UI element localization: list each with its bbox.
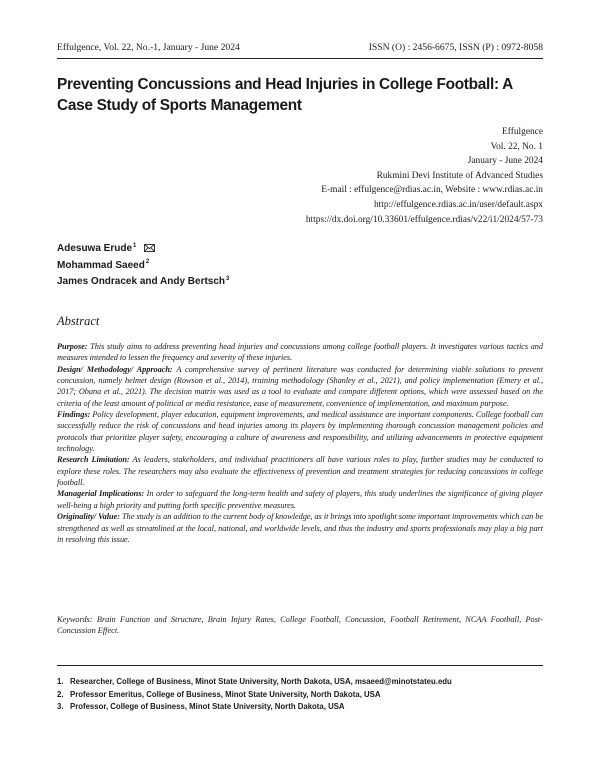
author-1 [57,241,229,258]
footnote-text: Professor, College of Business, Minot State University, North Dakota, USA [70,702,345,712]
journal-doi: https://dx.doi.org/10.33601/effulgence.rdias/v22/i1/2024/57-73 [305,214,543,225]
journal-contact: E-mail : effulgence@rdias.ac.in, Website : www.rdias.ac.in [321,185,543,196]
abstract-section-text: Policy development, player education, equipment improvements, and medical assistance are important components. College football can successfully reduce the risk of concussions and head injuries among its players by implementing thorough concussion management policies and protocols that prioritize player safety, encouraging a culture of awareness and responsibility, and utilizing advancements in protective equipment technology. [57,410,543,454]
abstract-section-label: Managerial Implications: [57,489,145,499]
footnote-item [57,689,543,702]
footnote-text: Researcher, College of Business, Minot State University, North Dakota, USA, msaeed@minotstateu.edu [70,677,452,686]
abstract-section-text: In order to safeguard the long-term health and safety of players, this study underlines the significance of giving player well-being a high priority and putting forth specific preventive measures. [57,489,543,510]
footnote-number: 3. [57,702,64,712]
abstract-originality [57,511,543,545]
journal-date: January - June 2024 [467,156,543,167]
author-name: James Ondracek and Andy Bertsch [57,276,226,287]
journal-url: http://effulgence.rdias.ac.in/user/default.aspx [373,199,543,210]
footnote-divider [57,665,543,666]
abstract-section-label: Originality/ Value: [57,512,120,522]
journal-institute: Rukmini Devi Institute of Advanced Studies [376,170,543,181]
footnotes [57,676,543,714]
abstract-methodology [57,364,543,409]
author-affiliation-mark: 1 [133,242,137,249]
abstract-heading: Abstract [57,314,100,328]
envelope-icon [144,244,155,252]
author-list [57,241,229,291]
footnote-number: 1. [57,677,64,686]
abstract-section-text: A comprehensive survey of pertinent literature was conducted for determining viable solutions to prevent concussion, namely helmet design (Rowson et al., 2014), training methodology (Shanley et al., 2021), and policy implementation (Emery et al., 2017; Obana et al., 2021). The decision matrix was used as a tool to evaluate and compare different options, which were assessed based on the criteria of the least amount of political or media resistance, ease of measurement, convenience of implementation, and maximum purpose. [57,364,543,408]
abstract-section-text: As leaders, stakeholders, and individual practitioners all have various roles to play, further studies may be conducted to explore these roles. The researchers may also evaluate the effectiveness of prevention and treatment strategies for reducing concussions in college football. [57,455,543,488]
author-affiliation-mark: 2 [145,259,150,266]
author-3 [57,274,229,291]
keywords-label: Keywords: [57,615,93,624]
abstract-managerial-implications [57,488,543,511]
abstract-section-label: Research Limitation: [57,455,130,465]
abstract-section-text: This study aims to address preventing head injuries and concussions among college football players. It investigates various tactics and measures intended to lessen the frequency and severity of these injuries. [57,342,543,363]
abstract-section-label: Design/ Methodology/ Approach: [57,364,173,374]
author-name: Adesuwa Erude [57,243,133,254]
abstract-purpose [57,341,543,364]
abstract-body [57,341,543,545]
footnote-number: 2. [57,689,64,699]
running-header-right: ISSN (O) : 2456-6675, ISSN (P) : 0972-8058 [368,42,543,53]
abstract-section-label: Purpose: [57,342,88,351]
author-affiliation-mark: 3 [226,275,230,282]
footnote-item [57,676,543,689]
keywords [57,614,543,637]
author-2 [57,258,229,275]
journal-info-block [306,125,543,227]
abstract-section-text: The study is an addition to the current body of knowledge, as it brings into spotlight some important improvements which can be strengthened as well as streamlined at the local, national, and worldwide levels, and thus the industry and sports professionals may play a big part in resolving this issue. [57,512,543,544]
abstract-section-label: Findings: [57,410,91,420]
running-header-left: Effulgence, Vol. 22, No.-1, January - June 2024 [57,42,240,53]
abstract-findings [57,409,543,454]
author-name: Mohammad Saeed [57,259,145,271]
keywords-text: Brain Function and Structure, Brain Injury Rates, College Football, Concussion, Football Retirement, NCAA Football, Post-Concussion Effect. [57,615,543,636]
paper-title: Preventing Concussions and Head Injuries in College Football: A Case Study of Sports Management [57,76,513,114]
abstract-research-limitation [57,454,543,488]
journal-name: Effulgence [502,127,543,137]
footnote-item [57,701,543,714]
header-divider [57,58,543,59]
footnote-text: Professor Emeritus, College of Business, Minot State University, North Dakota, USA [70,689,381,699]
running-header [57,42,543,56]
journal-volume: Vol. 22, No. 1 [490,141,543,152]
